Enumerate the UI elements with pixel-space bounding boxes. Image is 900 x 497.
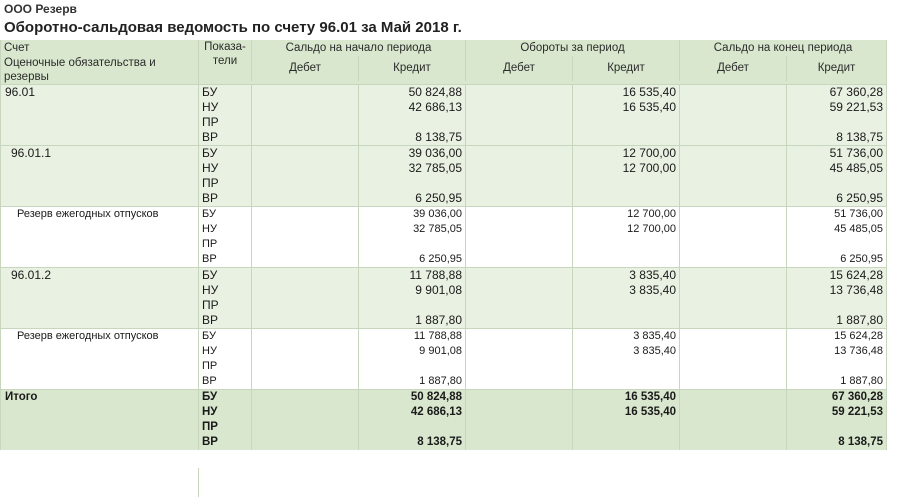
indicator-cell: БУ xyxy=(199,390,252,406)
value-cell-close-kt: 6 250,95 xyxy=(787,252,887,268)
turnover-balance-table xyxy=(0,40,887,450)
value-cell-close-dt xyxy=(680,344,787,359)
value-cell-close-kt: 59 221,53 xyxy=(787,100,887,115)
value-cell-close-dt xyxy=(680,161,787,176)
header-row-1 xyxy=(1,40,887,56)
column-divider xyxy=(198,468,199,497)
value-cell-turn-kt xyxy=(573,237,680,252)
value-cell-close-kt: 59 221,53 xyxy=(787,405,887,420)
value-cell-open-kt: 9 901,08 xyxy=(359,344,466,359)
table-row xyxy=(1,329,887,345)
value-cell-turn-dt xyxy=(466,207,573,223)
indicator-cell: ПР xyxy=(199,420,252,435)
value-cell-open-dt xyxy=(252,374,359,390)
account-cell[interactable]: 96.01.1 xyxy=(1,146,199,207)
indicator-cell: НУ xyxy=(199,344,252,359)
value-cell-close-kt: 67 360,28 xyxy=(787,390,887,406)
value-cell-turn-kt xyxy=(573,252,680,268)
value-cell-turn-dt xyxy=(466,146,573,162)
value-cell-turn-dt xyxy=(466,420,573,435)
indicator-cell: ПР xyxy=(199,237,252,252)
value-cell-open-kt: 39 036,00 xyxy=(359,146,466,162)
value-cell-open-dt xyxy=(252,222,359,237)
indicator-cell: НУ xyxy=(199,100,252,115)
indicator-cell: НУ xyxy=(199,222,252,237)
value-cell-close-dt xyxy=(680,100,787,115)
table-row xyxy=(1,207,887,223)
value-cell-turn-kt: 3 835,40 xyxy=(573,268,680,284)
account-cell[interactable]: Резерв ежегодных отпусков xyxy=(1,207,199,268)
column-header-opening: Сальдо на начало периода xyxy=(252,40,466,56)
table-row xyxy=(1,146,887,162)
value-cell-turn-dt xyxy=(466,100,573,115)
value-cell-open-dt xyxy=(252,115,359,130)
value-cell-open-kt: 6 250,95 xyxy=(359,191,466,207)
column-header-account-sub: Оценочные обязательства и резервы xyxy=(1,56,199,85)
value-cell-turn-dt xyxy=(466,313,573,329)
value-cell-close-dt xyxy=(680,435,787,450)
value-cell-close-dt xyxy=(680,222,787,237)
value-cell-close-dt xyxy=(680,359,787,374)
value-cell-open-kt: 50 824,88 xyxy=(359,390,466,406)
value-cell-turn-dt xyxy=(466,298,573,313)
value-cell-turn-dt xyxy=(466,359,573,374)
value-cell-open-dt xyxy=(252,146,359,162)
indicator-header-line1: Показа- xyxy=(204,41,246,53)
value-cell-open-kt: 1 887,80 xyxy=(359,374,466,390)
value-cell-close-kt: 1 887,80 xyxy=(787,313,887,329)
value-cell-open-kt: 11 788,88 xyxy=(359,268,466,284)
value-cell-turn-kt: 12 700,00 xyxy=(573,146,680,162)
value-cell-open-kt: 42 686,13 xyxy=(359,405,466,420)
value-cell-turn-dt xyxy=(466,283,573,298)
value-cell-close-dt xyxy=(680,390,787,406)
value-cell-open-kt xyxy=(359,359,466,374)
value-cell-close-kt xyxy=(787,298,887,313)
value-cell-open-kt: 42 686,13 xyxy=(359,100,466,115)
value-cell-open-dt xyxy=(252,176,359,191)
table-row xyxy=(1,268,887,284)
value-cell-open-dt xyxy=(252,359,359,374)
value-cell-turn-dt xyxy=(466,176,573,191)
value-cell-close-kt xyxy=(787,176,887,191)
column-header-indicators xyxy=(199,40,252,81)
value-cell-close-kt: 8 138,75 xyxy=(787,435,887,450)
value-cell-turn-kt: 16 535,40 xyxy=(573,390,680,406)
value-cell-open-dt xyxy=(252,207,359,223)
column-header-turnover: Обороты за период xyxy=(466,40,680,56)
value-cell-close-kt xyxy=(787,420,887,435)
indicator-cell: БУ xyxy=(199,85,252,101)
value-cell-turn-dt xyxy=(466,191,573,207)
value-cell-turn-kt xyxy=(573,313,680,329)
column-header-debit: Дебет xyxy=(680,56,787,81)
value-cell-open-kt: 8 138,75 xyxy=(359,435,466,450)
indicator-cell: ВР xyxy=(199,252,252,268)
column-header-closing: Сальдо на конец периода xyxy=(680,40,887,56)
account-cell[interactable]: Резерв ежегодных отпусков xyxy=(1,329,199,390)
indicator-cell: ПР xyxy=(199,176,252,191)
value-cell-open-kt: 1 887,80 xyxy=(359,313,466,329)
value-cell-close-dt xyxy=(680,237,787,252)
column-header-credit: Кредит xyxy=(573,56,680,81)
indicator-cell: ПР xyxy=(199,359,252,374)
value-cell-close-dt xyxy=(680,207,787,223)
column-header-credit: Кредит xyxy=(359,56,466,81)
value-cell-open-dt xyxy=(252,161,359,176)
value-cell-close-kt: 45 485,05 xyxy=(787,161,887,176)
value-cell-close-kt: 51 736,00 xyxy=(787,146,887,162)
value-cell-turn-kt xyxy=(573,435,680,450)
value-cell-open-kt: 6 250,95 xyxy=(359,252,466,268)
value-cell-turn-kt: 3 835,40 xyxy=(573,329,680,345)
value-cell-close-dt xyxy=(680,191,787,207)
value-cell-turn-dt xyxy=(466,329,573,345)
indicator-header-line2: тели xyxy=(212,55,238,67)
value-cell-close-kt: 6 250,95 xyxy=(787,191,887,207)
value-cell-open-dt xyxy=(252,329,359,345)
value-cell-open-dt xyxy=(252,252,359,268)
report-title: Оборотно-сальдовая ведомость по счету 96.01 за Май 2018 г. xyxy=(4,19,462,36)
value-cell-open-kt: 8 138,75 xyxy=(359,130,466,146)
value-cell-open-dt xyxy=(252,237,359,252)
value-cell-close-kt: 15 624,28 xyxy=(787,268,887,284)
value-cell-turn-kt xyxy=(573,191,680,207)
indicator-cell: БУ xyxy=(199,146,252,162)
account-cell[interactable]: Итого xyxy=(1,390,199,451)
value-cell-close-kt: 51 736,00 xyxy=(787,207,887,223)
indicator-cell: БУ xyxy=(199,268,252,284)
value-cell-turn-dt xyxy=(466,115,573,130)
value-cell-close-kt: 15 624,28 xyxy=(787,329,887,345)
value-cell-close-kt xyxy=(787,115,887,130)
value-cell-close-kt xyxy=(787,237,887,252)
value-cell-turn-kt xyxy=(573,374,680,390)
value-cell-turn-dt xyxy=(466,130,573,146)
indicator-cell: ПР xyxy=(199,115,252,130)
indicator-cell: НУ xyxy=(199,405,252,420)
value-cell-close-kt: 8 138,75 xyxy=(787,130,887,146)
indicator-cell: ВР xyxy=(199,130,252,146)
value-cell-open-kt xyxy=(359,115,466,130)
value-cell-turn-dt xyxy=(466,237,573,252)
header-row-2 xyxy=(1,56,887,81)
table-row xyxy=(1,85,887,101)
value-cell-turn-kt: 12 700,00 xyxy=(573,207,680,223)
value-cell-turn-kt: 3 835,40 xyxy=(573,283,680,298)
value-cell-open-dt xyxy=(252,268,359,284)
value-cell-close-dt xyxy=(680,283,787,298)
value-cell-close-dt xyxy=(680,115,787,130)
value-cell-turn-kt xyxy=(573,420,680,435)
value-cell-turn-kt: 12 700,00 xyxy=(573,222,680,237)
value-cell-turn-dt xyxy=(466,344,573,359)
value-cell-open-kt: 39 036,00 xyxy=(359,207,466,223)
column-header-credit: Кредит xyxy=(787,56,887,81)
value-cell-open-kt xyxy=(359,298,466,313)
value-cell-turn-kt: 12 700,00 xyxy=(573,161,680,176)
value-cell-open-kt: 11 788,88 xyxy=(359,329,466,345)
column-header-debit: Дебет xyxy=(466,56,573,81)
value-cell-close-dt xyxy=(680,176,787,191)
value-cell-close-kt: 13 736,48 xyxy=(787,344,887,359)
value-cell-open-kt: 32 785,05 xyxy=(359,222,466,237)
indicator-cell: НУ xyxy=(199,283,252,298)
indicator-cell: ПР xyxy=(199,298,252,313)
value-cell-close-dt xyxy=(680,85,787,101)
value-cell-close-dt xyxy=(680,374,787,390)
indicator-cell: ВР xyxy=(199,191,252,207)
value-cell-close-kt: 1 887,80 xyxy=(787,374,887,390)
value-cell-open-dt xyxy=(252,283,359,298)
value-cell-open-dt xyxy=(252,390,359,406)
value-cell-close-dt xyxy=(680,130,787,146)
value-cell-open-dt xyxy=(252,191,359,207)
value-cell-turn-dt xyxy=(466,374,573,390)
value-cell-close-dt xyxy=(680,146,787,162)
value-cell-turn-dt xyxy=(466,435,573,450)
value-cell-close-kt: 45 485,05 xyxy=(787,222,887,237)
column-header-debit: Дебет xyxy=(252,56,359,81)
indicator-cell: ВР xyxy=(199,313,252,329)
value-cell-turn-dt xyxy=(466,161,573,176)
column-header-account: Счет xyxy=(1,40,199,56)
organization-name: ООО Резерв xyxy=(4,2,77,16)
value-cell-turn-kt: 16 535,40 xyxy=(573,85,680,101)
value-cell-close-dt xyxy=(680,298,787,313)
indicator-cell: ВР xyxy=(199,435,252,450)
value-cell-open-dt xyxy=(252,298,359,313)
indicator-cell: БУ xyxy=(199,207,252,223)
value-cell-turn-dt xyxy=(466,268,573,284)
value-cell-open-dt xyxy=(252,130,359,146)
value-cell-open-kt: 50 824,88 xyxy=(359,85,466,101)
indicator-cell: ВР xyxy=(199,374,252,390)
value-cell-turn-kt xyxy=(573,298,680,313)
value-cell-open-dt xyxy=(252,100,359,115)
value-cell-open-dt xyxy=(252,85,359,101)
value-cell-open-dt xyxy=(252,435,359,450)
value-cell-turn-kt: 3 835,40 xyxy=(573,344,680,359)
value-cell-turn-kt xyxy=(573,176,680,191)
value-cell-turn-kt: 16 535,40 xyxy=(573,405,680,420)
value-cell-turn-dt xyxy=(466,222,573,237)
value-cell-open-kt xyxy=(359,176,466,191)
value-cell-close-dt xyxy=(680,329,787,345)
value-cell-close-dt xyxy=(680,268,787,284)
value-cell-turn-kt xyxy=(573,130,680,146)
account-cell[interactable]: 96.01.2 xyxy=(1,268,199,329)
value-cell-close-dt xyxy=(680,252,787,268)
value-cell-close-kt xyxy=(787,359,887,374)
table-row xyxy=(1,390,887,406)
value-cell-close-dt xyxy=(680,420,787,435)
value-cell-close-dt xyxy=(680,313,787,329)
value-cell-turn-dt xyxy=(466,85,573,101)
value-cell-open-kt: 9 901,08 xyxy=(359,283,466,298)
value-cell-turn-kt xyxy=(573,115,680,130)
value-cell-turn-dt xyxy=(466,390,573,406)
value-cell-open-kt xyxy=(359,237,466,252)
indicator-cell: НУ xyxy=(199,161,252,176)
value-cell-open-kt: 32 785,05 xyxy=(359,161,466,176)
value-cell-open-kt xyxy=(359,420,466,435)
value-cell-close-kt: 13 736,48 xyxy=(787,283,887,298)
value-cell-turn-kt: 16 535,40 xyxy=(573,100,680,115)
value-cell-close-dt xyxy=(680,405,787,420)
value-cell-turn-kt xyxy=(573,359,680,374)
indicator-cell: БУ xyxy=(199,329,252,345)
value-cell-turn-dt xyxy=(466,252,573,268)
value-cell-open-dt xyxy=(252,344,359,359)
value-cell-open-dt xyxy=(252,313,359,329)
value-cell-turn-dt xyxy=(466,405,573,420)
value-cell-open-dt xyxy=(252,420,359,435)
account-cell[interactable]: 96.01 xyxy=(1,85,199,146)
value-cell-open-dt xyxy=(252,405,359,420)
value-cell-close-kt: 67 360,28 xyxy=(787,85,887,101)
